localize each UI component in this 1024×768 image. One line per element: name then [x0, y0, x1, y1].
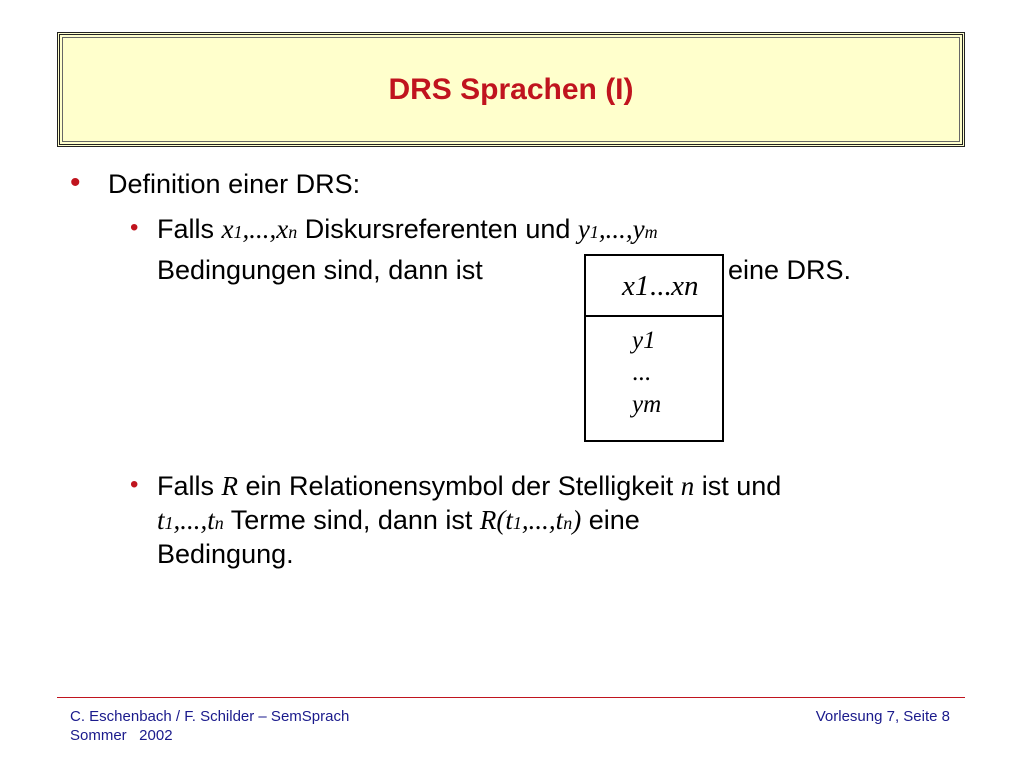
sub-bullet-2-line-2: [157, 504, 640, 540]
x-dots: ,...,: [242, 214, 277, 244]
title-frame-inner: [62, 37, 960, 142]
x-end: x: [276, 214, 289, 244]
eine-text: eine: [581, 505, 640, 535]
ist-und-text: ist und: [694, 471, 782, 501]
y-end-sub: m: [644, 222, 658, 242]
drs-referents: [586, 256, 722, 317]
cond-ym: ym: [632, 391, 662, 418]
r-subn: n: [563, 513, 573, 533]
footer-page-info: Vorlesung 7, Seite 8: [815, 708, 950, 725]
t-end-sub: n: [214, 513, 224, 533]
t-dots: ,...,: [173, 505, 208, 535]
sub-bullet-2-line-1: [157, 470, 781, 503]
relationensymbol-text: ein Relationensymbol der Stelligkeit: [238, 471, 681, 501]
sub-bullet-marker-1: •: [130, 214, 139, 241]
bullet-marker: •: [70, 166, 81, 199]
x-start-sub: 1: [233, 222, 243, 242]
ref-xn-sub: n: [684, 270, 699, 302]
r-open: R(t: [479, 505, 513, 535]
t-start: t: [157, 505, 165, 535]
t-start-sub: 1: [164, 513, 174, 533]
t-end: t: [207, 505, 215, 535]
x-start: x: [221, 214, 234, 244]
r-close: ): [572, 505, 582, 535]
bullet-definition: Definition einer DRS:: [108, 169, 361, 199]
y-start-sub: 1: [589, 222, 599, 242]
ref-dots: ...: [649, 270, 672, 302]
footer-divider: [57, 697, 965, 698]
footer-left: [70, 707, 349, 745]
ref-x1: x: [622, 270, 635, 302]
sub-bullet-marker-2: •: [130, 471, 139, 498]
n-symbol: n: [680, 471, 695, 501]
r-symbol: R: [221, 471, 239, 501]
title-frame: [57, 32, 965, 147]
falls-word-2: Falls: [157, 471, 222, 501]
cond-y1: y1: [632, 327, 656, 354]
drs-box: [584, 254, 724, 442]
cond-dots: ...: [632, 359, 651, 386]
r-sub1: 1: [512, 513, 522, 533]
r-dots: ,...,t: [521, 505, 564, 535]
sub-bullet-2-line-3: Bedingung.: [157, 539, 294, 569]
footer-term: Sommer 2002: [70, 727, 173, 744]
sub-bullet-1-line-2b: eine DRS.: [728, 255, 852, 285]
diskursreferenten-text: Diskursreferenten und: [297, 214, 578, 244]
terme-text: Terme sind, dann ist: [223, 505, 480, 535]
drs-conditions: [586, 317, 722, 421]
y-dots: ,...,: [598, 214, 633, 244]
ref-xn: x: [671, 270, 684, 302]
sub-bullet-1-line-2a: Bedingungen sind, dann ist: [157, 255, 483, 285]
y-end: y: [632, 214, 645, 244]
falls-word: Falls: [157, 214, 222, 244]
ref-x1-sub: 1: [634, 270, 650, 302]
footer-authors: C. Eschenbach / F. Schilder – SemSprach: [70, 708, 350, 725]
x-end-sub: n: [288, 222, 298, 242]
y-start: y: [577, 214, 590, 244]
slide-title: DRS Sprachen (I): [388, 72, 634, 106]
sub-bullet-1-line-1: [157, 213, 658, 249]
